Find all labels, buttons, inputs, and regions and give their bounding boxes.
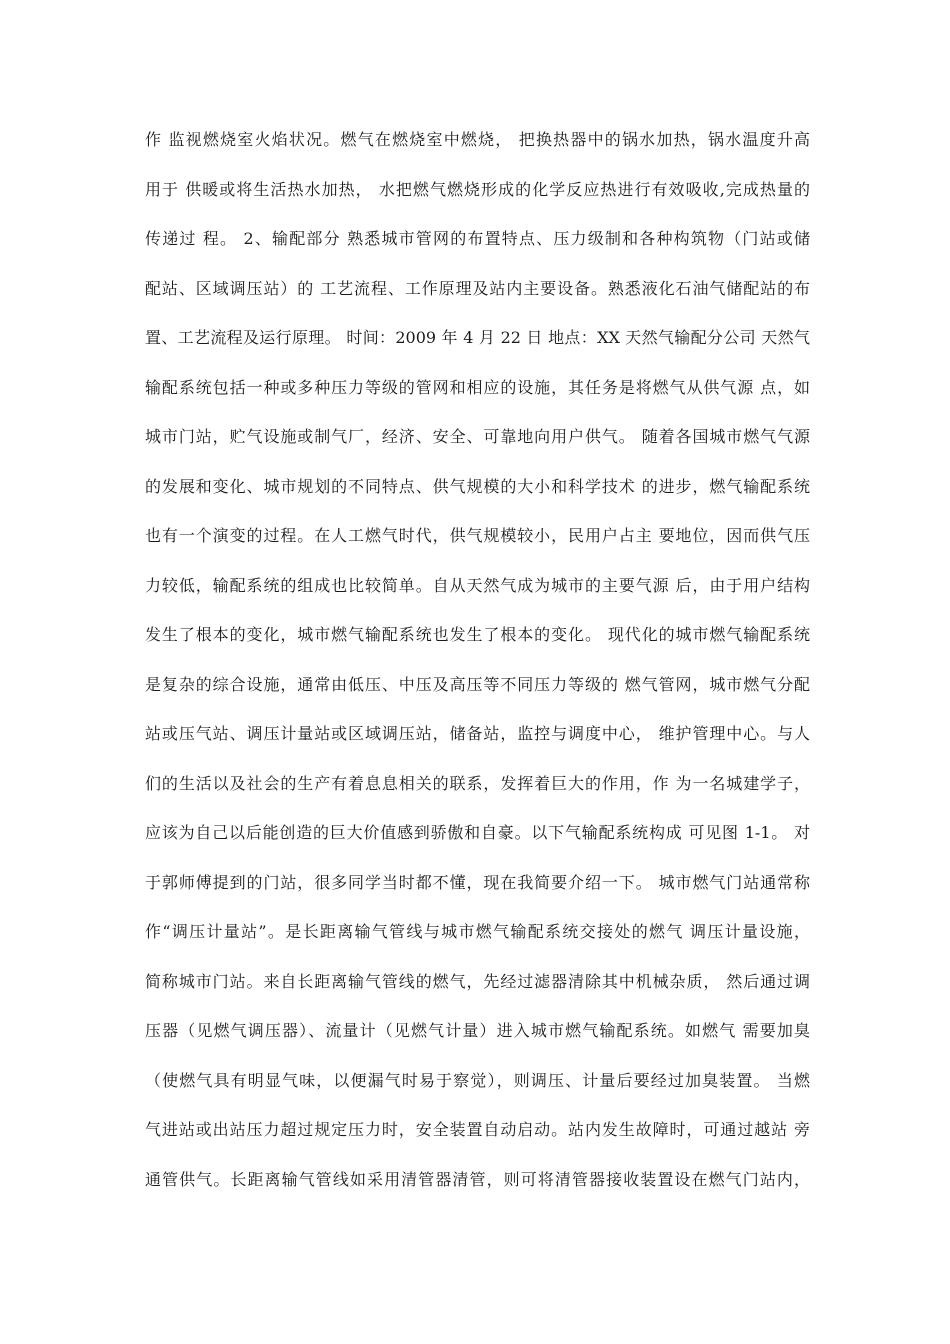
text-line: 发生了根本的变化，城市燃气输配系统也发生了根本的变化。 现代化的城市燃气输配系统 <box>145 625 810 644</box>
text-line: 作 监视燃烧室火焰状况。燃气在燃烧室中燃烧， 把换热器中的锅水加热，锅水温度升高 <box>145 130 810 149</box>
text-line: 作“调压计量站”。是长距离输气管线与城市燃气输配系统交接处的燃气 调压计量设施， <box>145 922 810 941</box>
text-line: 置、工艺流程及运行原理。 时间：2009 年 4 月 22 日 地点：XX 天然气输配分公司 天然气 <box>145 328 810 347</box>
text-line: 通管供气。长距离输气管线如采用清管器清管，则可将清管器接收装置设在燃气门站内， <box>145 1169 810 1189</box>
text-line: 简称城市门站。来自长距离输气管线的燃气，先经过滤器清除其中机械杂质， 然后通过调 <box>145 971 810 991</box>
body-text <box>145 122 810 1211</box>
text-line: 的发展和变化、城市规划的不同特点、供气规模的大小和科学技术 的进步，燃气输配系统 <box>145 476 810 496</box>
text-line: 用于 供暖或将生活热水加热， 水把燃气燃烧形成的化学反应热进行有效吸收,完成热量的 <box>145 179 810 199</box>
text-line: 压器（见燃气调压器）、流量计（见燃气计量）进入城市燃气输配系统。如燃气 需要加臭 <box>145 1021 810 1040</box>
text-line: （使燃气具有明显气味，以便漏气时易于察觉），则调压、计量后要经过加臭装置。 当燃 <box>145 1070 810 1090</box>
text-line: 应该为自己以后能创造的巨大价值感到骄傲和自豪。以下气输配系统构成 可见图 1-1。 对 <box>145 823 810 842</box>
text-line: 于郭师傅提到的门站，很多同学当时都不懂，现在我简要介绍一下。 城市燃气门站通常称 <box>145 872 810 892</box>
text-line: 是复杂的综合设施，通常由低压、中压及高压等不同压力等级的 燃气管网，城市燃气分配 <box>145 674 810 694</box>
text-line: 也有一个演变的过程。在人工燃气时代，供气规模较小，民用户占主 要地位，因而供气压 <box>145 526 810 545</box>
text-line: 力较低，输配系统的组成也比较简单。自从天然气成为城市的主要气源 后，由于用户结构 <box>145 575 810 595</box>
text-line: 站或压气站、调压计量站或区域调压站，储备站，监控与调度中心， 维护管理中心。与人 <box>145 724 810 743</box>
text-line: 城市门站，贮气设施或制气厂，经济、安全、可靠地向用户供气。 随着各国城市燃气气源 <box>145 427 810 446</box>
text-line: 气进站或出站压力超过规定压力时，安全装置自动启动。站内发生故障时，可通过越站 旁 <box>145 1120 810 1139</box>
text-line: 输配系统包括一种或多种压力等级的管网和相应的设施，其任务是将燃气从供气源 点，如 <box>145 377 810 397</box>
text-line: 配站、区域调压站）的 工艺流程、工作原理及站内主要设备。熟悉液化石油气储配站的布 <box>145 278 810 298</box>
text-line: 传递过 程。 2、输配部分 熟悉城市管网的布置特点、压力级制和各种构筑物（门站或储 <box>145 229 810 248</box>
text-line: 们的生活以及社会的生产有着息息相关的联系，发挥着巨大的作用，作 为一名城建学子， <box>145 773 810 793</box>
